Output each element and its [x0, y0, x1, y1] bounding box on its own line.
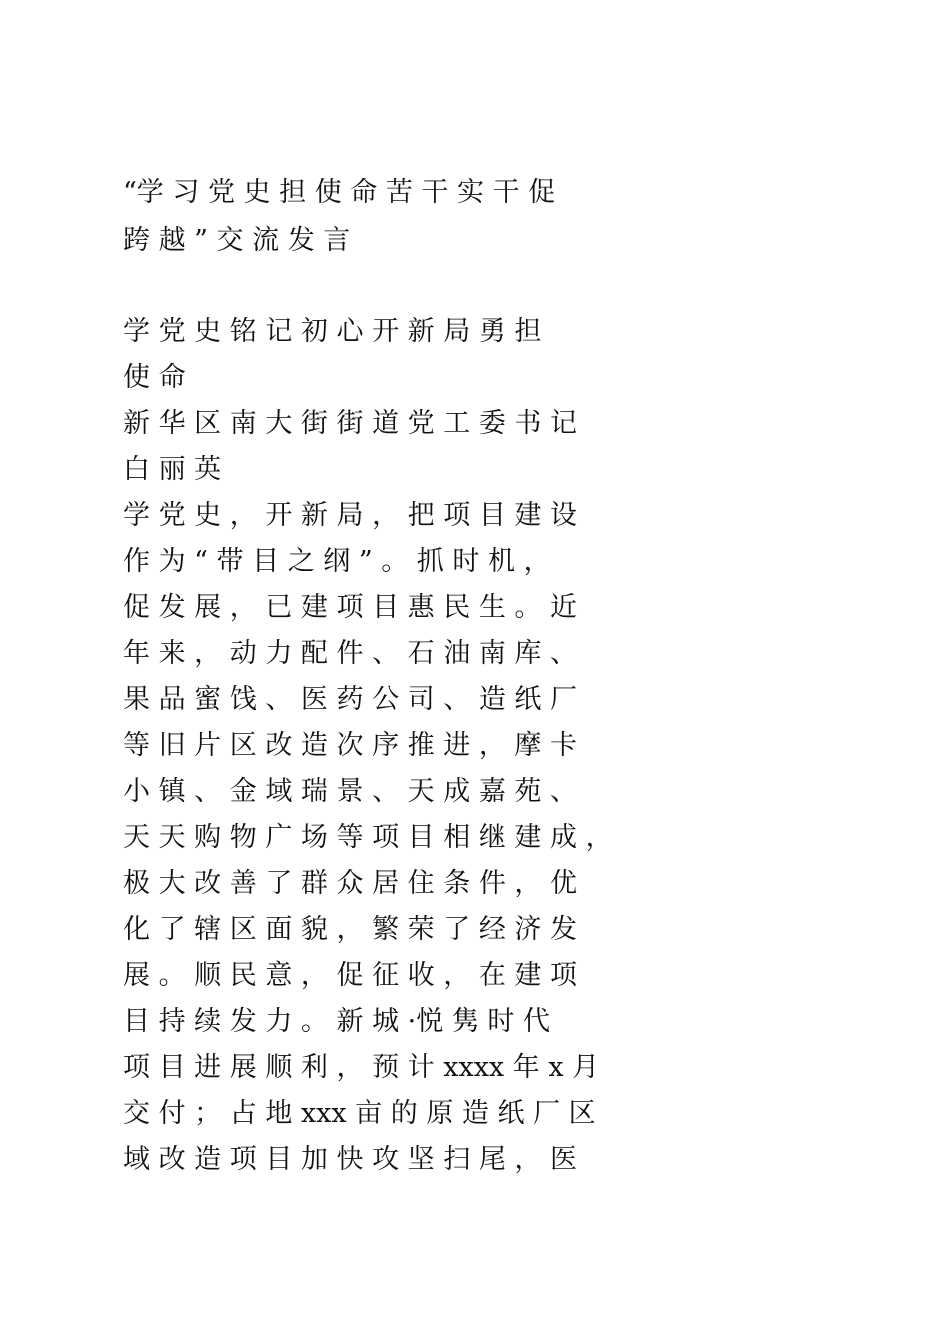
paragraph-line: 学 党 史 ， 开 新 局 ， 把 项 目 建 设 — [123, 500, 577, 531]
paragraph-line: 项 目 进 展 顺 利 ， 预 计 xxxx 年 x 月 — [123, 1052, 600, 1083]
paragraph-line: 小 镇 、 金 域 瑞 景 、 天 成 嘉 苑 、 — [123, 776, 577, 807]
author-affiliation-line: 新 华 区 南 大 街 街 道 党 工 委 书 记 — [123, 408, 577, 439]
paragraph-line: 天 天 购 物 广 场 等 项 目 相 继 建 成 ， — [123, 822, 613, 853]
paragraph-line: 等 旧 片 区 改 造 次 序 推 进 ， 摩 卡 — [123, 730, 577, 761]
paragraph-line: 域 改 造 项 目 加 快 攻 坚 扫 尾 ， 医 — [123, 1144, 577, 1175]
paragraph-line: 目 持 续 发 力 。 新 城 ·悦 隽 时 代 — [123, 1006, 550, 1037]
paragraph-line: 化 了 辖 区 面 貌 ， 繁 荣 了 经 济 发 — [123, 914, 577, 945]
paragraph-line: 展 。 顺 民 意 ， 促 征 收 ， 在 建 项 — [123, 960, 577, 991]
paragraph-line: 果 品 蜜 饯 、 医 药 公 司 、 造 纸 厂 — [123, 684, 577, 715]
paragraph-line: 作 为 “ 带 目 之 纲 ” 。 抓 时 机 ， — [123, 546, 551, 577]
title-line: 跨 越 ” 交 流 发 言 — [123, 225, 351, 256]
paragraph-line: 交 付 ； 占 地 xxx 亩 的 原 造 纸 厂 区 — [123, 1098, 596, 1129]
paragraph-line: 年 来 ， 动 力 配 件 、 石 油 南 库 、 — [123, 638, 577, 669]
title-line: “学 习 党 史 担 使 命 苦 干 实 干 促 — [123, 177, 556, 208]
author-name-line: 白 丽 英 — [123, 454, 222, 485]
subtitle-line: 学 党 史 铭 记 初 心 开 新 局 勇 担 — [123, 316, 542, 347]
subtitle-line: 使 命 — [123, 362, 186, 393]
paragraph-line: 极 大 改 善 了 群 众 居 住 条 件 ， 优 — [123, 868, 577, 899]
paragraph-line: 促 发 展 ， 已 建 项 目 惠 民 生 。 近 — [123, 592, 577, 623]
